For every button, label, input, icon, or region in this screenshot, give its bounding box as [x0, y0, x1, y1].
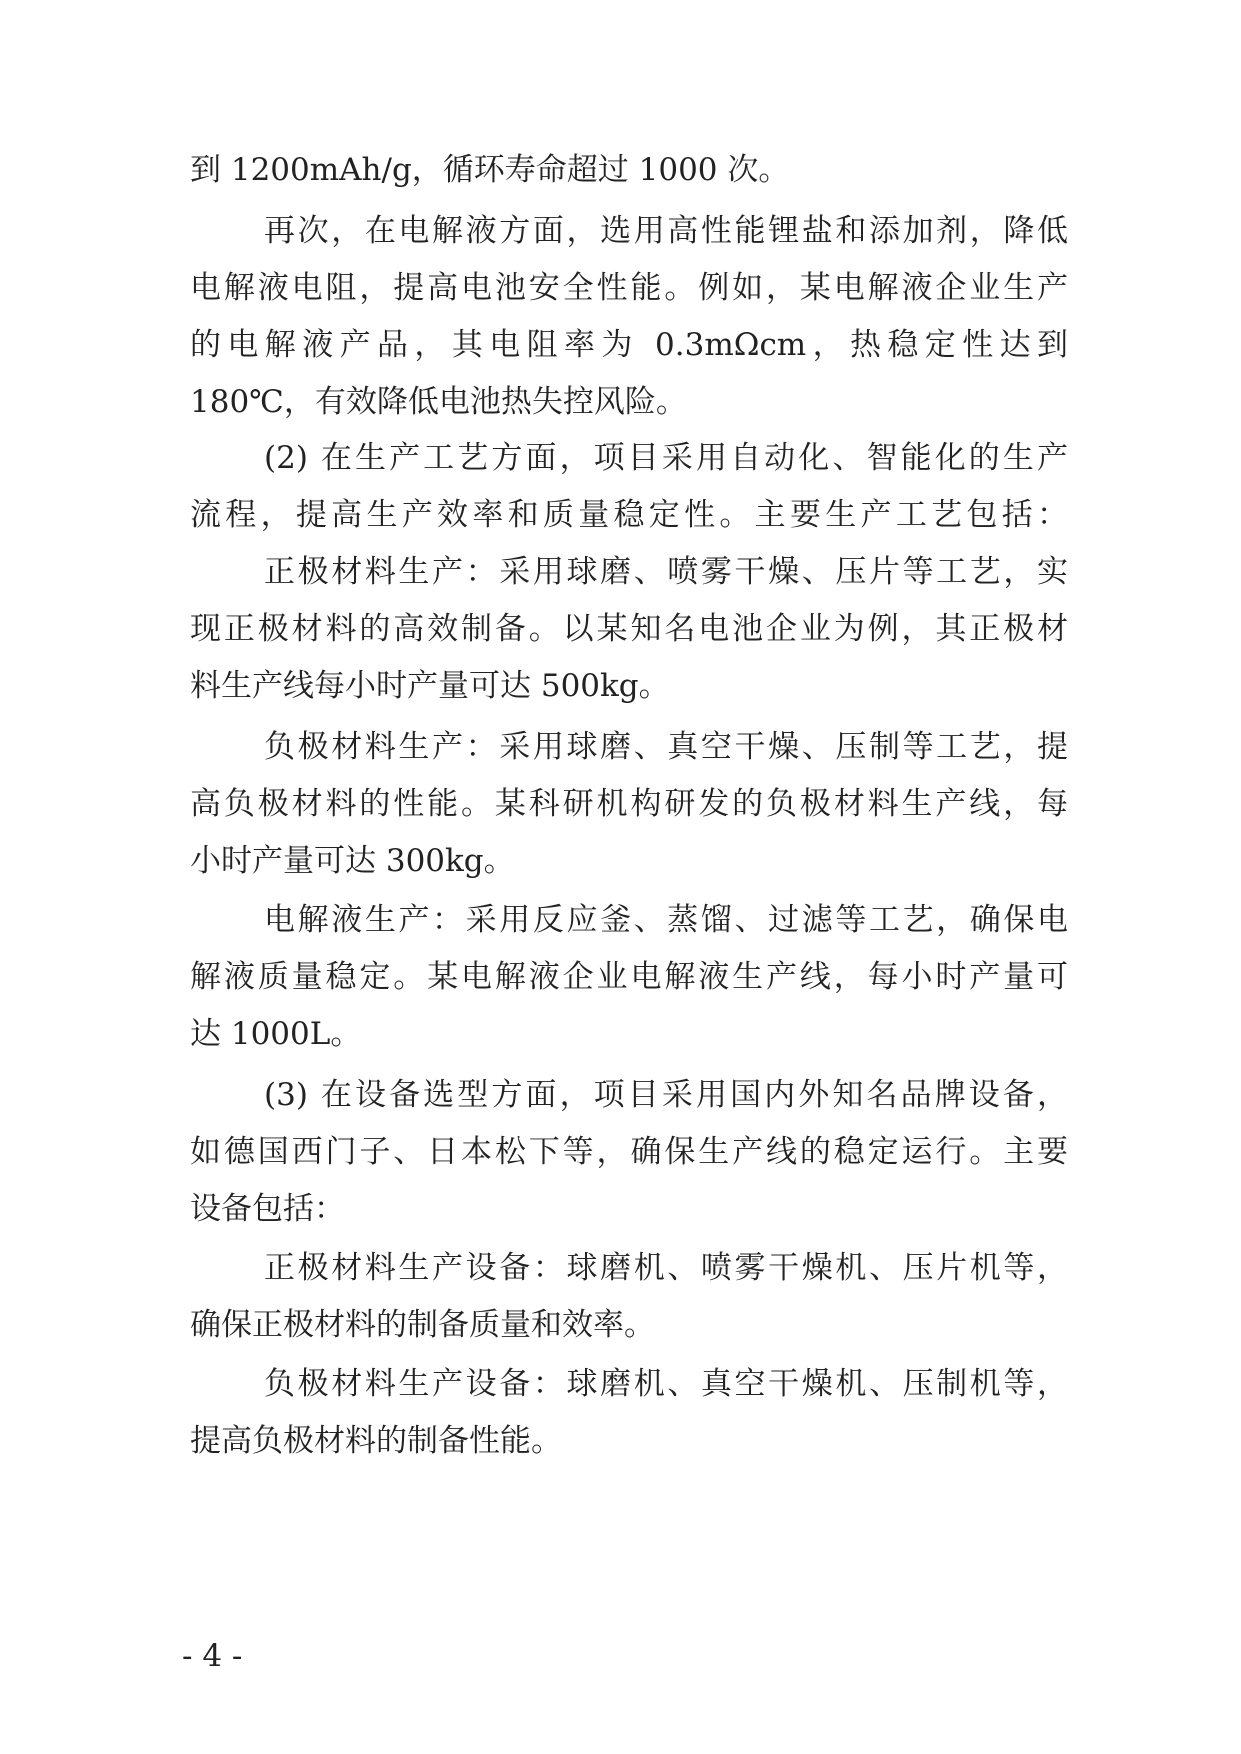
paragraph-line: 正极材料生产设备：球磨机、喷雾干燥机、压片机等，: [264, 1250, 1068, 1286]
text-line: 料生产线每小时产量可达 500kg。: [190, 668, 670, 704]
paragraph-line: 负极材料生产设备：球磨机、真空干燥机、压制机等，: [264, 1366, 1068, 1402]
text-line: 电解液电阻，提高电池安全性能。例如，某电解液企业生产: [190, 270, 1068, 306]
text-line: 小时产量可达 300kg。: [190, 843, 515, 879]
text-line: 180℃，有效降低电池热失控风险。: [190, 384, 687, 420]
page-number: - 4 -: [182, 1638, 243, 1674]
text-line: 流程，提高生产效率和质量稳定性。主要生产工艺包括：: [190, 497, 1068, 533]
text-line: 高负极材料的性能。某科研机构研发的负极材料生产线，每: [190, 786, 1068, 822]
text-line: 达 1000L。: [190, 1016, 362, 1052]
paragraph-line: (2) 在生产工艺方面，项目采用自动化、智能化的生产: [264, 440, 1068, 476]
text-line: 到 1200mAh/g，循环寿命超过 1000 次。: [190, 152, 790, 188]
text-line: 如德国西门子、日本松下等，确保生产线的稳定运行。主要: [190, 1134, 1068, 1170]
text-line: 的电解液产品，其电阻率为 0.3mΩcm，热稳定性达到: [190, 327, 1068, 363]
text-line: 解液质量稳定。某电解液企业电解液生产线，每小时产量可: [190, 959, 1068, 995]
text-line: 设备包括：: [190, 1191, 345, 1227]
paragraph-line: 再次，在电解液方面，选用高性能锂盐和添加剂，降低: [264, 213, 1068, 249]
paragraph-line: (3) 在设备选型方面，项目采用国内外知名品牌设备，: [264, 1077, 1068, 1113]
paragraph-line: 负极材料生产：采用球磨、真空干燥、压制等工艺，提: [264, 729, 1068, 765]
text-line: 确保正极材料的制备质量和效率。: [190, 1307, 655, 1343]
paragraph-line: 正极材料生产：采用球磨、喷雾干燥、压片等工艺，实: [264, 554, 1068, 590]
text-line: 提高负极材料的制备性能。: [190, 1423, 562, 1459]
paragraph-line: 电解液生产：采用反应釜、蒸馏、过滤等工艺，确保电: [264, 902, 1068, 938]
text-line: 现正极材料的高效制备。以某知名电池企业为例，其正极材: [190, 611, 1068, 647]
